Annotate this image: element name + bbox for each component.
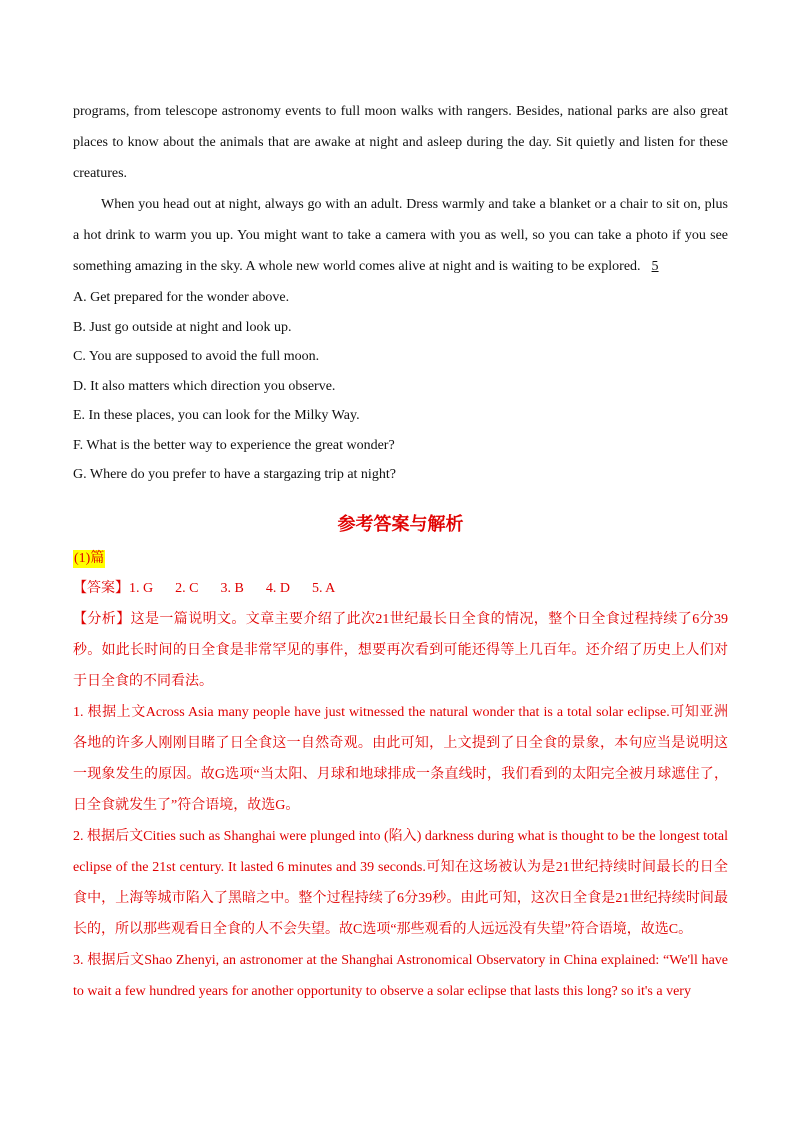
answer-label: 【答案】 <box>73 580 129 596</box>
blank-5: 5 <box>651 259 659 274</box>
analysis-text: 这是一篇说明文。文章主要介绍了此次21世纪最长日全食的情况，整个日全食过程持续了6分39秒。如此长时间的日全食是非常罕见的事件，想要再次看到可能还得等上几百年。还介绍了历史上人们对于日全食的不同看法。 <box>73 611 729 689</box>
explanation-2: 2. 根据后文Cities such as Shanghai were plunged into (陷入) darkness during what is thought to be the longest total eclipse of the 21st century. It lasted 6 minutes and 39 seconds.可知在这场被认为是21世纪持续时间最长的日全食中，上海等城市陷入了黑暗之中。整个过程持续了6分39秒。由此可知，这次日全食是21世纪持续时间最长的，所以那些观看日全食的人不会失望。故C选项“那些观看的人远远没有失望”符合语境，故选C。 <box>73 828 728 937</box>
passage-paragraph-2-text: When you head out at night, always go with an adult. Dress warmly and take a blanket or a chair to sit on, plus a hot drink to warm you up. You might want to take a camera with you as well, so you can take a photo if you see something amazing in the sky. A whole new world comes alive at night and is waiting to be explored. <box>73 197 728 274</box>
options-list <box>73 283 728 490</box>
answer-2: 2. C <box>175 580 199 596</box>
analysis-block <box>73 604 728 1007</box>
answer-3: 3. B <box>220 580 244 596</box>
answer-row <box>73 574 728 604</box>
section-tag-row <box>73 550 728 574</box>
answer-5: 5. A <box>311 580 336 596</box>
analysis-summary <box>73 604 728 697</box>
option-e: E. In these places, you can look for the Milky Way. <box>73 408 360 423</box>
section-tag: (1)篇 <box>74 550 105 566</box>
passage-paragraph-1: programs, from telescope astronomy events to full moon walks with rangers. Besides, national parks are also great places to know about the animals that are awake at night and asleep during the day. Sit quietly and listen for these creatures. <box>73 104 728 181</box>
answer-1: 1. G <box>129 580 154 596</box>
analysis-label: 【分析】 <box>73 611 131 627</box>
option-f: F. What is the better way to experience the great wonder? <box>73 437 395 453</box>
option-a: A. Get prepared for the wonder above. <box>73 290 290 305</box>
answer-heading: 参考答案与解析 <box>337 513 464 534</box>
answer-4: 4. D <box>265 580 290 596</box>
explanation-3: 3. 根据后文Shao Zhenyi, an astronomer at the Shanghai Astronomical Observatory in China explained: “We'll have to wait a few hundred years for another opportunity to observe a solar eclipse that lasts this long? so it's a very <box>73 952 728 999</box>
option-g: G. Where do you prefer to have a stargazing trip at night? <box>73 467 396 482</box>
option-c: C. You are supposed to avoid the full moon. <box>73 349 320 364</box>
option-b: B. Just go outside at night and look up. <box>73 319 292 335</box>
explanation-1: 1. 根据上文Across Asia many people have just witnessed the natural wonder that is a total solar eclipse.可知亚洲各地的许多人刚刚目睹了日全食这一自然奇观。由此可知，上文提到了日全食的景象，本句应当是说明这一现象发生的原因。故G选项“当太阳、月球和地球排成一条直线时，我们看到的太阳完全被月球遮住了，日全食就发生了”符合语境，故选G。 <box>73 704 728 813</box>
document-page <box>73 96 728 1007</box>
option-d: D. It also matters which direction you observe. <box>73 378 336 394</box>
passage-paragraph-2 <box>73 189 728 282</box>
